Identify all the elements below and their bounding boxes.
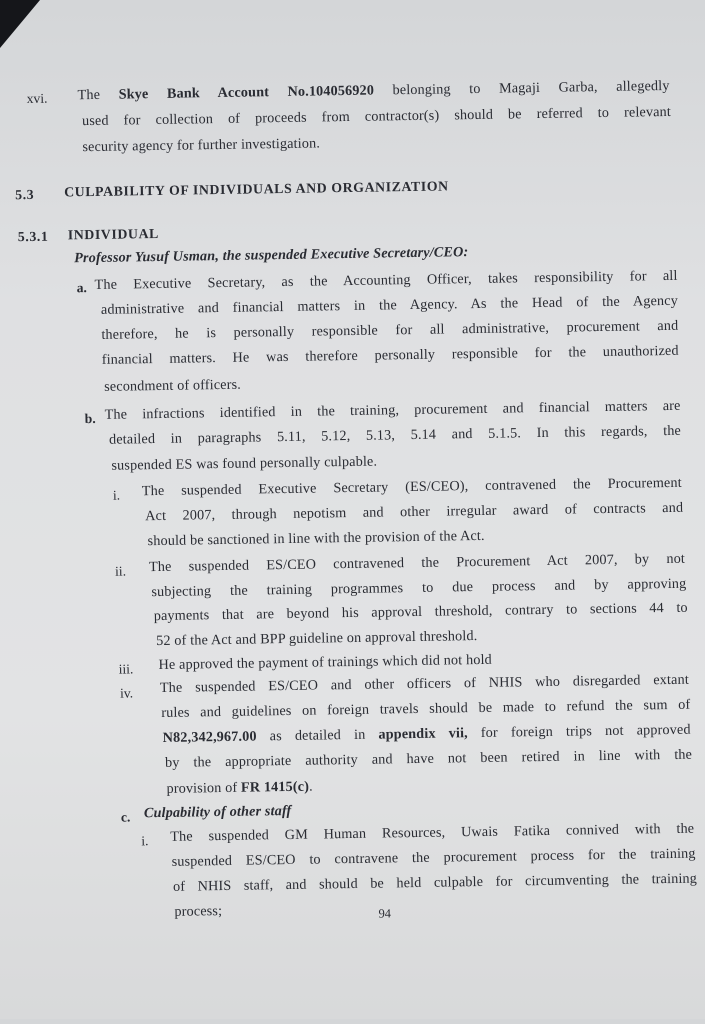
- para-b-line-2-text: detailed in paragraphs 5.11, 5.12, 5.13, 5.14 and 5.1.5. In this regards, the: [108, 422, 682, 448]
- para-b-ii-label: ii.: [114, 563, 127, 579]
- para-c-i-line-2: [172, 846, 696, 871]
- fr-reference: FR 1415(c): [240, 778, 310, 796]
- section-5-3-number: 5.3: [15, 186, 35, 203]
- para-b-iii-line-1: He approved the payment of trainings which did not hold: [158, 651, 492, 674]
- skye-bank-account: Skye Bank Account No.104056920: [118, 82, 375, 103]
- para-b-iv-rest: for foreign trips not approved: [480, 721, 691, 741]
- para-c-i-line-2-text: suspended ES/CEO to contravene the procurement process for the training: [171, 845, 696, 870]
- item-xvi-rest: belonging to Magaji Garba, allegedly: [392, 77, 670, 99]
- para-b-ii-line-3: [154, 600, 688, 625]
- para-b-line-1-text: The infractions identified in the training, procurement and financial matters are: [104, 397, 681, 423]
- para-b-i-line-3: should be sanctioned in line with the provision of the Act.: [147, 527, 485, 550]
- para-c-i-line-1-text: The suspended GM Human Resources, Uwais Fatika connived with the: [170, 820, 695, 845]
- para-c-i-label: i.: [141, 833, 149, 849]
- para-c-heading: Culpability of other staff: [143, 802, 292, 822]
- para-b-iv-period: .: [308, 778, 313, 795]
- para-b-ii-line-2-text: subjecting the training programmes to due process and by approving: [151, 575, 687, 601]
- subject-heading: Professor Yusuf Usman, the suspended Executive Secretary/CEO:: [74, 244, 469, 267]
- para-b-iv-line-5: [166, 779, 313, 798]
- para-b-iv-mid: as detailed in: [269, 726, 366, 745]
- para-b-iv-line-2-text: rules and guidelines on foreign travels should be made to refund the sum of: [161, 696, 691, 721]
- para-c-i-line-4: process;: [174, 903, 223, 920]
- para-b-iv-provision: provision of: [166, 779, 238, 797]
- para-b-i-line-2: [145, 500, 683, 525]
- para-b-line-2: [109, 423, 681, 449]
- section-5-3-1-title: INDIVIDUAL: [67, 225, 160, 243]
- para-a-line-3-text: therefore, he is personally responsible for all administrative, procurement and: [101, 317, 679, 343]
- refund-amount: N82,342,967.00: [162, 728, 257, 746]
- para-c-i-line-3: [173, 871, 697, 896]
- para-b-line-3: suspended ES was found personally culpable.: [111, 453, 378, 474]
- para-c-i-line-3-text: of NHIS staff, and should be held culpable for circumventing the training: [172, 870, 698, 895]
- para-c-label: c.: [120, 809, 131, 825]
- para-b-ii-line-1-text: The suspended ES/CEO contravened the Procurement Act 2007, by not: [148, 550, 686, 576]
- para-b-i-line-2-text: Act 2007, through nepotism and other irregular award of contracts and: [145, 499, 684, 525]
- para-a-line-1: [94, 268, 677, 294]
- item-xvi-line-2: [82, 104, 671, 130]
- para-b-iv-line-2: [161, 697, 690, 722]
- para-c-i-line-1: [170, 821, 694, 846]
- para-b-ii-line-1: [149, 551, 685, 576]
- item-xvi-line-1: [77, 78, 669, 104]
- para-b-ii-line-4: 52 of the Act and BPP guideline on approval threshold.: [156, 628, 478, 650]
- para-a-label: a.: [76, 280, 87, 296]
- para-a-line-4: [102, 343, 679, 369]
- para-b-iv-line-1: [160, 672, 689, 697]
- para-a-line-4-text: financial matters. He was therefore personally responsible for the unauthorized: [101, 342, 679, 368]
- para-b-iv-line-3: [163, 722, 691, 747]
- item-xvi-line-2-text: used for collection of proceeds from contractor(s) should be referred to relevant: [81, 103, 672, 130]
- para-b-line-1: [105, 398, 681, 424]
- para-a-line-1-text: The Executive Secretary, as the Accounting Officer, takes responsibility for all: [94, 267, 678, 293]
- para-a-line-3: [101, 318, 678, 344]
- para-b-iii-label: iii.: [118, 661, 134, 677]
- para-b-iv-label: iv.: [119, 685, 134, 701]
- para-a-line-5: secondment of officers.: [104, 376, 242, 395]
- para-b-ii-line-2: [151, 576, 686, 601]
- para-b-iv-line-4-text: by the appropriate authority and have not been retired in line with the: [164, 746, 693, 771]
- para-b-ii-line-3-text: payments that are beyond his approval threshold, contrary to sections 44 to: [153, 599, 688, 625]
- para-b-iv-line-4: [165, 747, 692, 772]
- item-xvi-label: xvi.: [26, 90, 48, 107]
- appendix-reference: appendix vii,: [378, 725, 468, 743]
- para-b-i-line-1-text: The suspended Executive Secretary (ES/CEO), contravened the Procurement: [141, 474, 682, 500]
- section-5-3-1-number: 5.3.1: [17, 228, 49, 245]
- para-b-i-line-1: [142, 475, 682, 500]
- para-b-i-label: i.: [112, 487, 121, 503]
- para-a-line-2-text: administrative and financial matters in the Agency. As the Head of the Agency: [100, 292, 679, 318]
- para-b-iv-line-1-text: The suspended ES/CEO and other officers of NHIS who disregarded extant: [159, 671, 689, 697]
- para-a-line-2: [101, 293, 678, 319]
- page-number: 94: [378, 906, 392, 921]
- item-xvi-line-3: security agency for further investigation.: [82, 135, 321, 156]
- section-5-3-title: CULPABILITY OF INDIVIDUALS AND ORGANIZATION: [64, 178, 449, 200]
- para-b-label: b.: [84, 410, 96, 427]
- item-xvi-prefix: The: [77, 86, 101, 104]
